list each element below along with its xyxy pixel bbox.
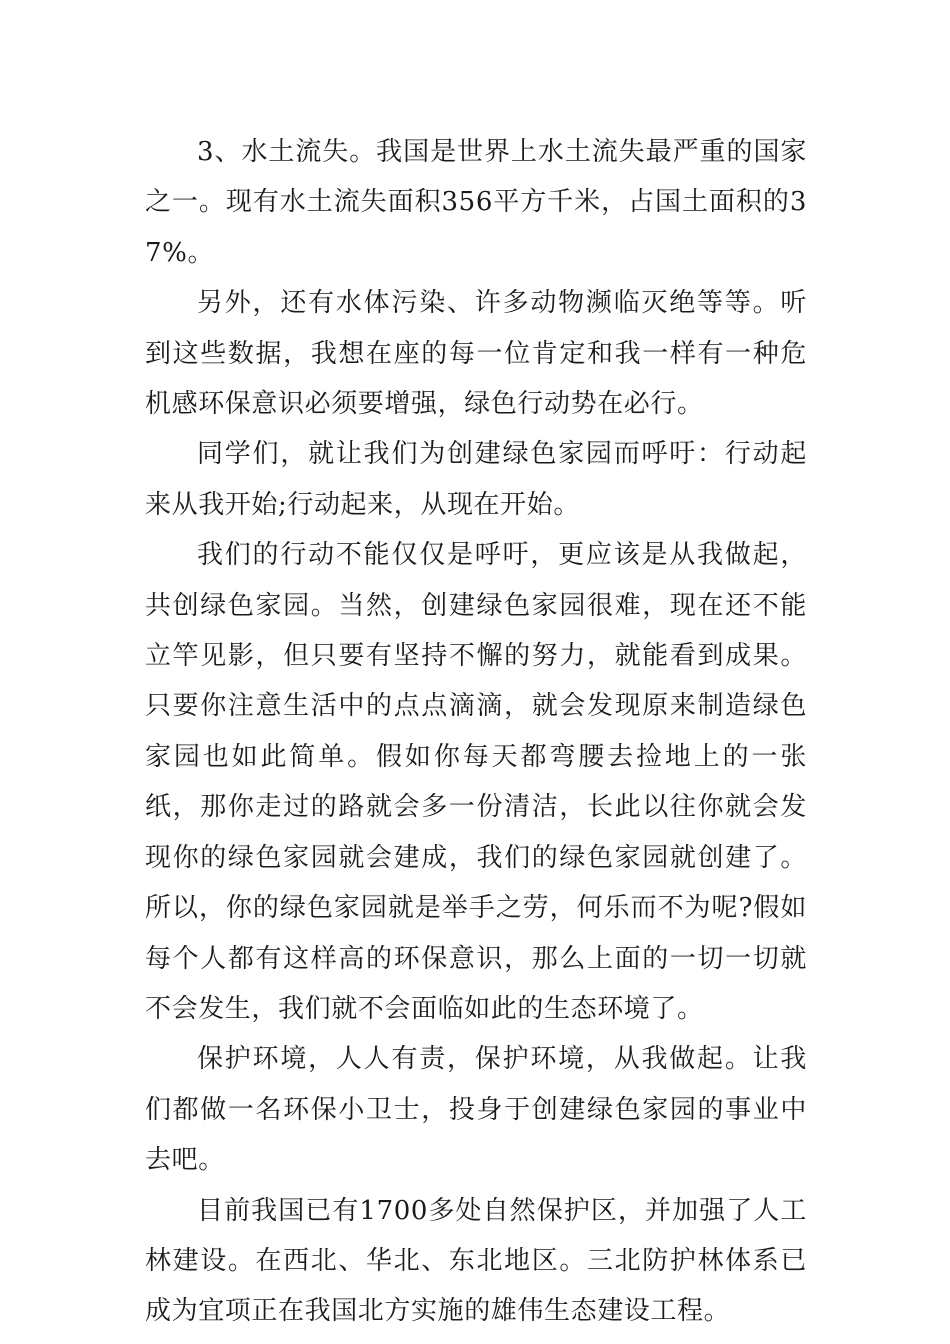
paragraph-nature-reserves: 目前我国已有1700多处自然保护区，并加强了人工林建设。在西北、华北、东北地区。三北防护林体系已成为宜项正在我国北方实施的雄伟生态建设工程。 [145, 1195, 807, 1327]
paragraph-call-to-action: 同学们，就让我们为创建绿色家园而呼吁：行动起来从我开始;行动起来，从现在开始。 [145, 439, 807, 520]
paragraph-soil-erosion: 3、水土流失。我国是世界上水土流失最严重的国家之一。现有水土流失面积356平方千米，占国土面积的37%。 [145, 137, 807, 268]
paragraph-protect-environment: 保护环境，人人有责，保护环境，从我做起。让我们都做一名环保小卫士，投身于创建绿色家园的事业中去吧。 [145, 1044, 807, 1176]
document-body [145, 127, 807, 1337]
paragraph-start-from-me: 我们的行动不能仅仅是呼吁，更应该是从我做起，共创绿色家园。当然，创建绿色家园很难，现在还不能立竿见影，但只要有坚持不懈的努力，就能看到成果。只要你注意生活中的点点滴滴，就会发现原来制造绿色家园也如此简单。假如你每天都弯腰去捡地上的一张纸，那你走过的路就会多一份清洁，长此以往你就会发现你的绿色家园就会建成，我们的绿色家园就创建了。所以，你的绿色家园就是举手之劳，何乐而不为呢?假如每个人都有这样高的环保意识，那么上面的一切一切就不会发生，我们就不会面临如此的生态环境了。 [145, 540, 807, 1024]
paragraph-pollution: 另外，还有水体污染、许多动物濒临灭绝等等。听到这些数据，我想在座的每一位肯定和我一样有一种危机感环保意识必须要增强，绿色行动势在必行。 [145, 288, 807, 420]
